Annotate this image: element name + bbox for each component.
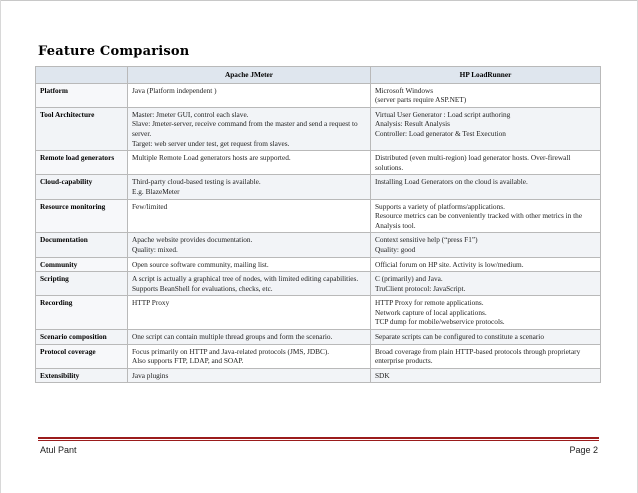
loadrunner-cell	[371, 151, 601, 175]
loadrunner-cell	[371, 330, 601, 345]
jmeter-cell	[128, 175, 371, 199]
page-title: Feature Comparison	[38, 44, 190, 59]
table-row	[36, 233, 601, 257]
jmeter-cell-line: Also supports FTP, LDAP, and SOAP.	[132, 356, 244, 366]
loadrunner-cell-line: Broad coverage from plain HTTP-based protocols through proprietary enterprise products.	[375, 346, 581, 366]
loadrunner-cell-line: Quality: good	[375, 244, 416, 254]
table-row	[36, 151, 601, 175]
table-row	[36, 344, 601, 368]
jmeter-cell-line: HTTP Proxy	[132, 298, 170, 308]
footer-rule	[38, 437, 599, 439]
header-feature	[36, 67, 128, 84]
jmeter-cell-line: Open source software community, mailing list.	[132, 259, 269, 269]
loadrunner-cell-line: C (primarily) and Java.	[375, 274, 443, 284]
loadrunner-cell-line: Context sensitive help (“press F1”)	[375, 235, 478, 245]
jmeter-cell	[128, 199, 371, 233]
feature-name: Tool Architecture	[36, 107, 128, 150]
loadrunner-cell	[371, 257, 601, 272]
jmeter-cell-line: Few/limited	[132, 201, 168, 211]
loadrunner-cell-line: Official forum on HP site. Activity is low/medium.	[375, 259, 524, 269]
table-row	[36, 257, 601, 272]
jmeter-cell-line: A script is actually a graphical tree of nodes, with limited editing capabilities.	[132, 274, 359, 284]
footer-page-number: Page 2	[569, 445, 598, 455]
loadrunner-cell	[371, 344, 601, 368]
loadrunner-cell-line: SDK	[375, 370, 390, 380]
page-left-border	[0, 0, 1, 493]
jmeter-cell	[128, 272, 371, 296]
loadrunner-cell-line: Installing Load Generators on the cloud is available.	[375, 177, 528, 187]
jmeter-cell-line: Master: Jmeter GUI, control each slave.	[132, 109, 249, 119]
table-header-row	[36, 67, 601, 84]
table-row	[36, 107, 601, 150]
feature-name: Scenario composition	[36, 330, 128, 345]
loadrunner-cell-line: Microsoft Windows	[375, 85, 434, 95]
jmeter-cell-line: Java plugins	[132, 370, 169, 380]
feature-name: Documentation	[36, 233, 128, 257]
loadrunner-cell-line: Controller: Load generator & Test Execution	[375, 128, 506, 138]
feature-name: Cloud-capability	[36, 175, 128, 199]
footer-rule-thin	[38, 440, 599, 441]
header-loadrunner: HP LoadRunner	[371, 67, 601, 84]
loadrunner-cell	[371, 107, 601, 150]
loadrunner-cell-line: HTTP Proxy for remote applications.	[375, 298, 484, 308]
feature-name: Recording	[36, 296, 128, 330]
table-row	[36, 368, 601, 383]
loadrunner-cell-line: Analysis: Result Analysis	[375, 119, 450, 129]
feature-name: Resource monitoring	[36, 199, 128, 233]
page-top-border	[0, 0, 638, 1]
jmeter-cell-line: Java (Platform independent )	[132, 85, 217, 95]
jmeter-cell	[128, 151, 371, 175]
jmeter-cell	[128, 368, 371, 383]
jmeter-cell-line: Focus primarily on HTTP and Java-related protocols (JMS, JDBC).	[132, 346, 330, 356]
feature-name: Community	[36, 257, 128, 272]
loadrunner-cell	[371, 368, 601, 383]
jmeter-cell	[128, 296, 371, 330]
table-row	[36, 199, 601, 233]
table-row	[36, 272, 601, 296]
loadrunner-cell-line: Network capture of local applications.	[375, 307, 487, 317]
table-row	[36, 296, 601, 330]
table-row	[36, 330, 601, 345]
loadrunner-cell	[371, 83, 601, 107]
header-jmeter: Apache JMeter	[128, 67, 371, 84]
loadrunner-cell-line: Supports a variety of platforms/applications.	[375, 201, 505, 211]
jmeter-cell	[128, 233, 371, 257]
table-body	[36, 83, 601, 383]
jmeter-cell-line: One script can contain multiple thread groups and form the scenario.	[132, 332, 333, 342]
loadrunner-cell-line: TCP dump for mobile/webservice protocols.	[375, 317, 505, 327]
jmeter-cell-line: Slave: Jmeter-server, receive command from the master and send a request to server.	[132, 119, 358, 138]
jmeter-cell-line: Supports BeanShell for evaluations, checks, etc.	[132, 283, 273, 293]
feature-name: Extensibility	[36, 368, 128, 383]
jmeter-cell	[128, 344, 371, 368]
loadrunner-cell-line: (server parts require ASP.NET)	[375, 95, 467, 105]
jmeter-cell-line: E.g. BlazeMeter	[132, 186, 180, 196]
table-row	[36, 83, 601, 107]
jmeter-cell-line: Quality: mixed.	[132, 244, 178, 254]
feature-name: Scripting	[36, 272, 128, 296]
loadrunner-cell-line: Virtual User Generator : Load script authoring	[375, 109, 511, 119]
loadrunner-cell	[371, 233, 601, 257]
feature-name: Protocol coverage	[36, 344, 128, 368]
loadrunner-cell	[371, 272, 601, 296]
footer-author: Atul Pant	[40, 445, 77, 455]
loadrunner-cell	[371, 199, 601, 233]
loadrunner-cell-line: Distributed (even multi-region) load generator hosts. Over-firewall solutions.	[375, 153, 571, 172]
loadrunner-cell	[371, 175, 601, 199]
loadrunner-cell-line: TruClient protocol: JavaScript.	[375, 283, 466, 293]
jmeter-cell	[128, 330, 371, 345]
jmeter-cell	[128, 257, 371, 272]
loadrunner-cell-line: Separate scripts can be configured to constitute a scenario	[375, 332, 544, 342]
feature-comparison-table	[35, 66, 601, 383]
jmeter-cell-line: Third-party cloud-based testing is available.	[132, 177, 261, 187]
jmeter-cell	[128, 107, 371, 150]
jmeter-cell-line: Target: web server under test, get request from slaves.	[132, 138, 290, 148]
feature-name: Platform	[36, 83, 128, 107]
table-row	[36, 175, 601, 199]
loadrunner-cell	[371, 296, 601, 330]
jmeter-cell	[128, 83, 371, 107]
jmeter-cell-line: Apache website provides documentation.	[132, 235, 253, 245]
jmeter-cell-line: Multiple Remote Load generators hosts are supported.	[132, 153, 291, 163]
loadrunner-cell-line: Resource metrics can be conveniently tracked with other metrics in the Analysis tool.	[375, 211, 583, 230]
feature-name: Remote load generators	[36, 151, 128, 175]
